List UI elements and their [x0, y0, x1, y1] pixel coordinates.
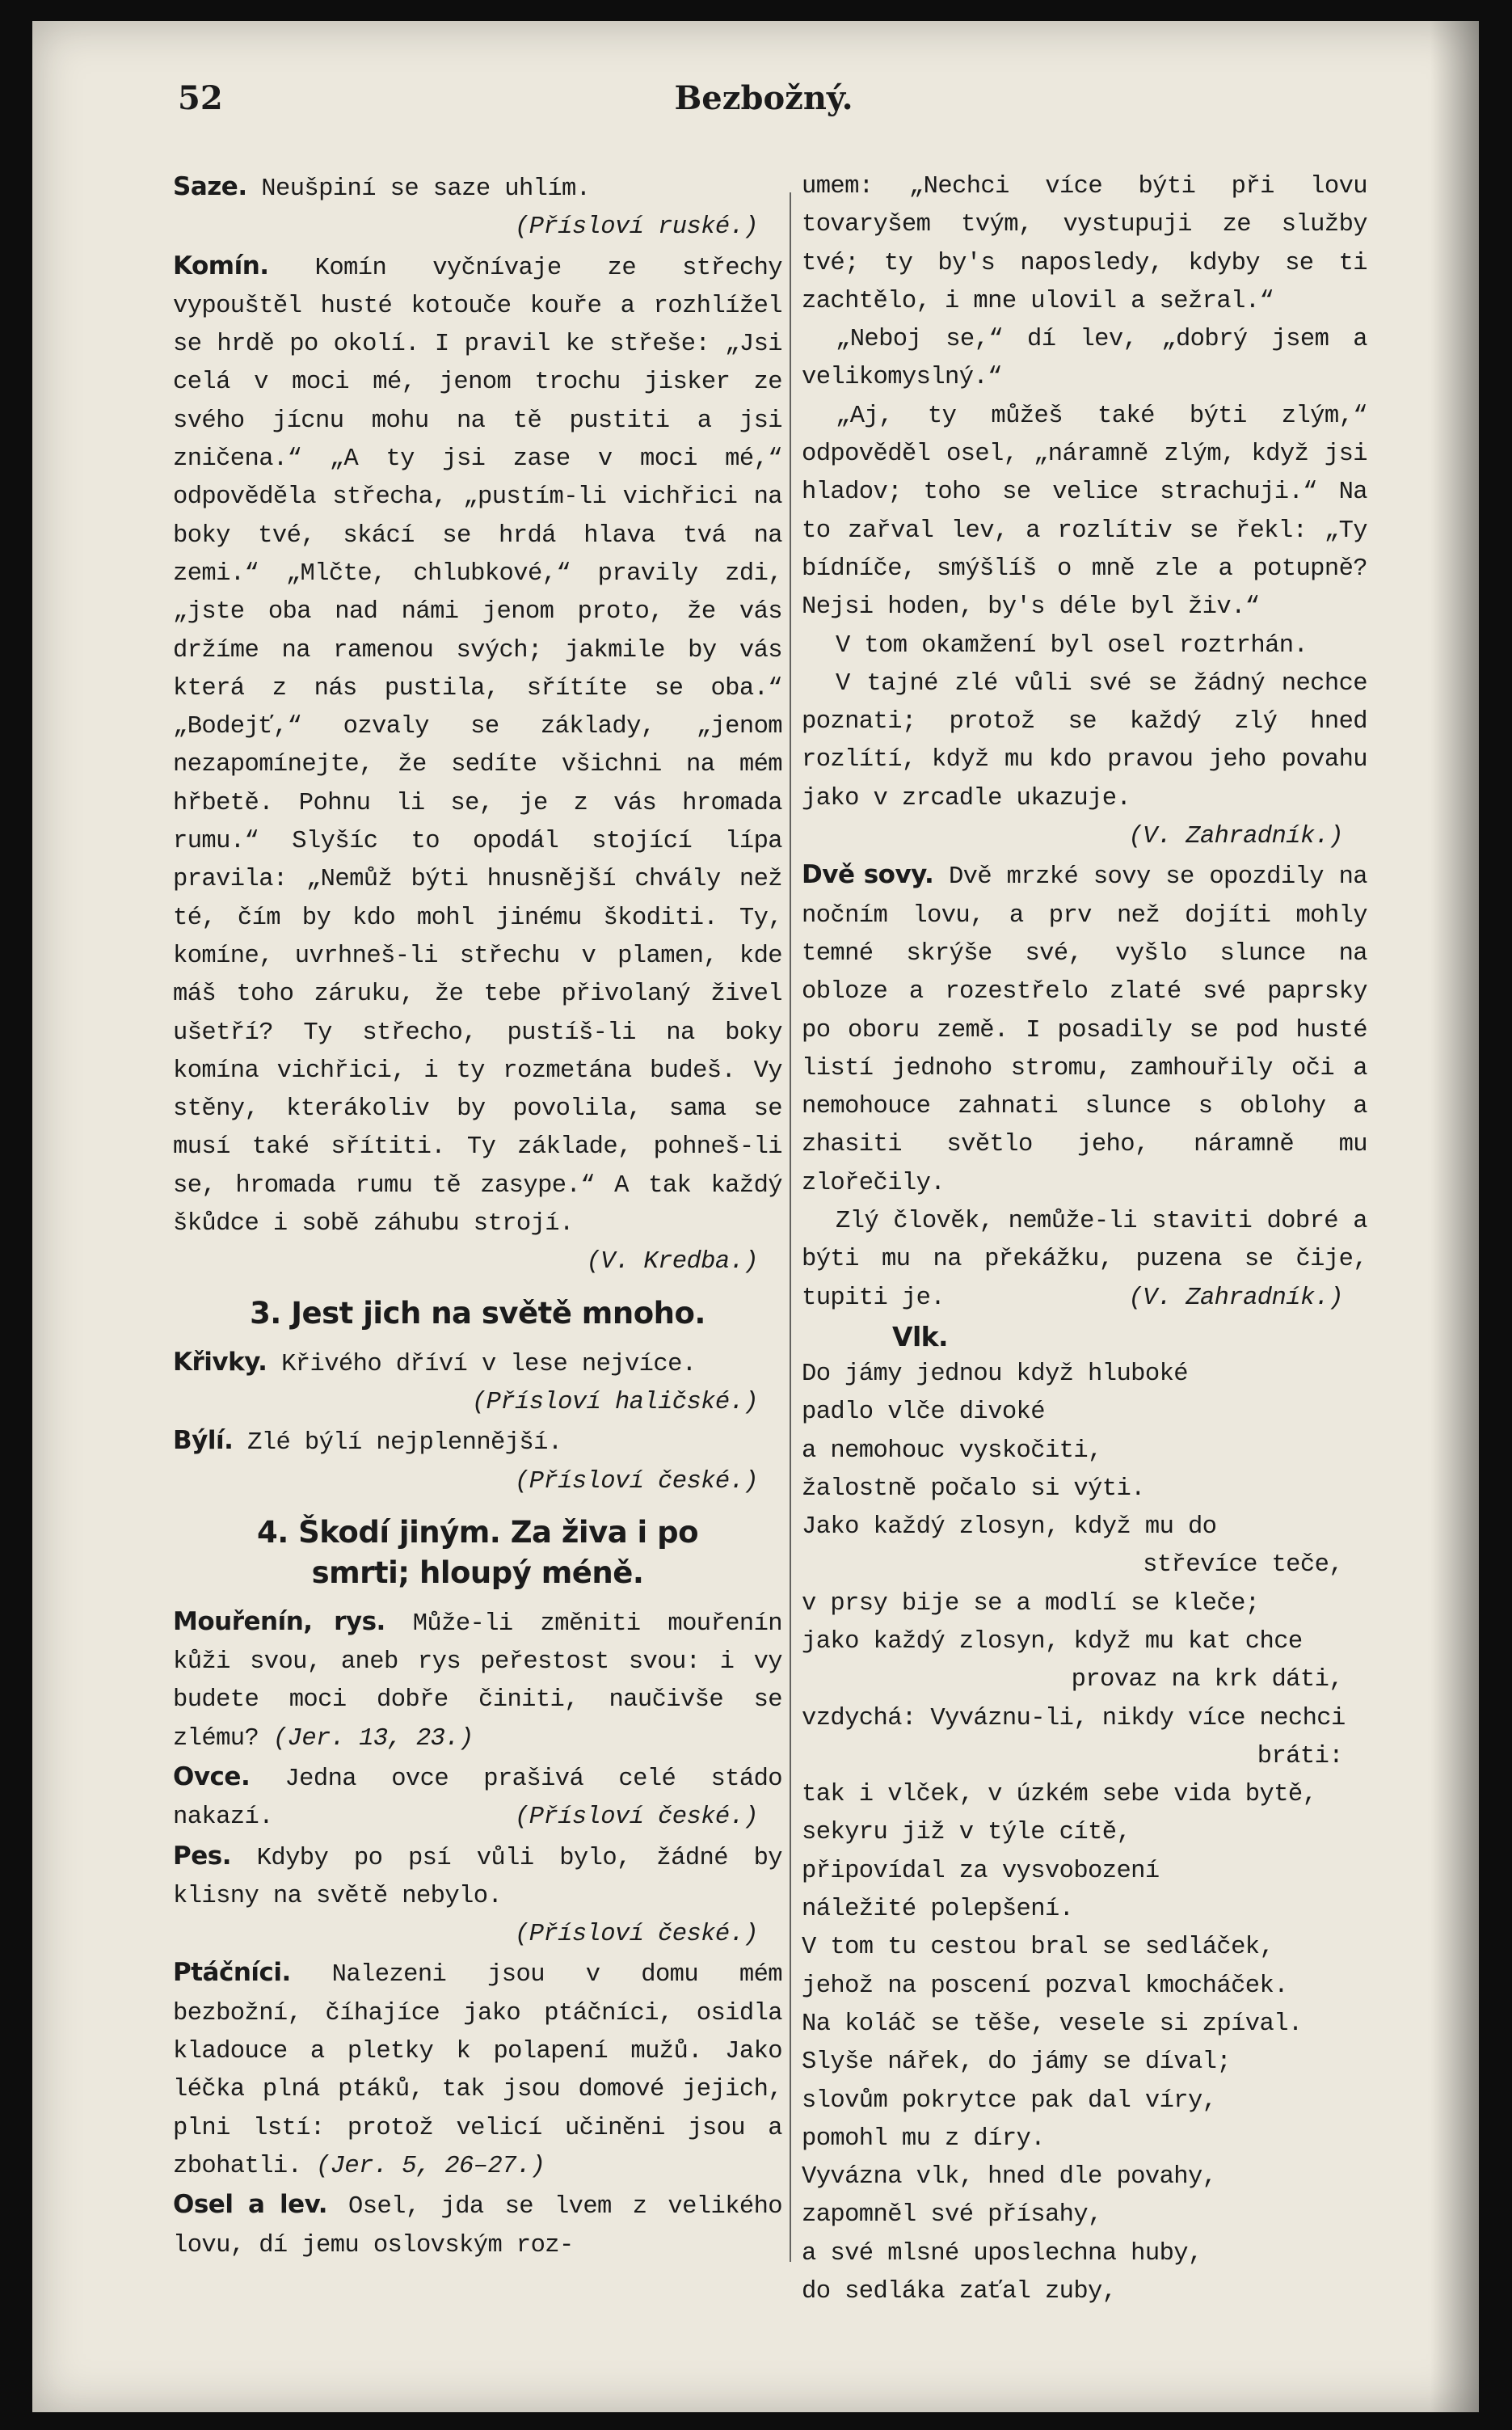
- entry-source: (Jer. 13, 23.): [272, 1724, 474, 1753]
- entry-keyword: Komín.: [173, 251, 269, 281]
- poem-line: Slyše nářek, do jámy se díval;: [802, 2048, 1232, 2077]
- running-head: [178, 79, 1350, 136]
- fable-paragraph: „Neboj se,“ dí lev, „dobrý jsem a velikomyslný.“: [802, 326, 1367, 392]
- poem-line: jako každý zlosyn, když mu kat chce: [802, 1627, 1303, 1656]
- poem-line-continuation: provaz na krk dáti,: [1071, 1666, 1343, 1694]
- poem-line: Jako každý zlosyn, když mu do: [802, 1513, 1217, 1542]
- poem-line: do sedláka zaťal zuby,: [802, 2278, 1117, 2306]
- poem-line: tak i vlček, v úzkém sebe vida bytě,: [802, 1781, 1317, 1809]
- entry-source: (Přísloví ruské.): [515, 213, 758, 242]
- owls-source: (V. Zahradník.): [1128, 1284, 1343, 1312]
- poem-line: vzdychá: Vyváznu-li, nikdy více nechci: [802, 1704, 1346, 1732]
- section-heading-4-line2: smrti; hloupý méně.: [311, 1555, 644, 1590]
- entry-keyword: Saze.: [173, 172, 247, 201]
- entry-keyword: Osel a lev.: [173, 2190, 328, 2220]
- entry-mourenin: [173, 1603, 782, 1758]
- entry-text: Dvě mrzké sovy se opozdily na nočním lovu, a prv než dojíti mohly temné skrýše své, vyšlo slunce na obloze a rozestřelo zlaté své paprsky po oboru země. I posadily se pod husté listí jednoho stromu, zamhouřily oči a nemohouce zahnati slunce s oblohy a zhasiti světlo jeho, náramně mu zlořečily.: [802, 863, 1368, 1197]
- poem-line: jehož na poscení pozval kmocháček.: [802, 1972, 1288, 2000]
- poem-line: a nemohouc vyskočiti,: [802, 1436, 1102, 1465]
- left-column: [173, 168, 782, 2302]
- entry-keyword: Býlí.: [173, 1426, 234, 1456]
- poem-line-continuation: bráti:: [1257, 1742, 1343, 1770]
- entry-text: Nalezeni jsou v domu mém bezbožní, číhajíce jako ptáčníci, osidla kladouce a pletky k polapení mužů. Jako léčka plná ptáků, tak jsou domové jejich, plni lstí: protož velicí učiněni jsou a zbohatli.: [173, 1961, 782, 2180]
- entry-text: Jedna ovce prašivá celé stádo nakazí.: [173, 1765, 782, 1832]
- entry-ovce: [173, 1758, 782, 1837]
- entry-keyword: Pes.: [173, 1841, 231, 1871]
- entry-komin: [173, 247, 782, 1244]
- owls-moral-text: Zlý člověk, nemůže-li staviti dobré a býti mu na překážku, puzena se čije, tupiti je.: [802, 1208, 1367, 1312]
- entry-source: (Jer. 5, 26–27.): [316, 2152, 545, 2180]
- poem-line: připovídal za vysvobození: [802, 1857, 1160, 1885]
- fable-paragraph: „Aj, ty můžeš také býti zlým,“ odpověděl osel, „náramně zlým, když jsi hladov; toho se velice strachuji.“ Na to zařval lev, a rozlítiv se řekl: „Ty bídníče, smýšlíš o mně zle a potupně? Nejsi hoden, by's déle byl živ.“: [802, 402, 1367, 622]
- entry-krivky: [173, 1344, 782, 1384]
- entry-text: Může-li změniti mouřenín kůži svou, aneb rys peřestost svou: i vy budete moci dobře činiti, naučivše se zlému?: [173, 1609, 783, 1753]
- entry-keyword: Mouřenín, rys.: [173, 1606, 385, 1636]
- entry-text: Osel, jda se lvem z velikého lovu, dí jemu oslovským roz-: [173, 2193, 783, 2259]
- entry-keyword: Křivky.: [173, 1347, 267, 1377]
- entry-source: (Přísloví české.): [515, 1921, 758, 1949]
- entry-keyword: Dvě sovy.: [802, 860, 934, 890]
- entry-dve-sovy: [802, 856, 1367, 1203]
- poem-line: Do jámy jednou když hluboké: [802, 1360, 1188, 1388]
- entry-text: Zlé býlí nejplennější.: [247, 1429, 562, 1458]
- entry-saze: [173, 168, 782, 209]
- fable-paragraph: V tom okamžení byl osel roztrhán.: [836, 631, 1308, 660]
- owls-moral: [802, 1203, 1367, 1318]
- section-heading-4-line1: 4. Škodí jiným. Za živa i po: [256, 1514, 699, 1550]
- poem-line: Na koláč se těše, vesele si zpíval.: [802, 2010, 1303, 2038]
- poem-line: V tom tu cestou bral se sedláček,: [802, 1934, 1274, 1962]
- poem-line: zapomněl své přísahy,: [802, 2201, 1102, 2230]
- fable-paragraph: umem: „Nechci více býti při lovu tovaryšem tvým, vystupuji ze služby tvé; ty by's naposledy, kdyby se ti zachtělo, i mne ulovil a sežral.“: [802, 173, 1367, 315]
- page-edge-shadow: [1430, 21, 1479, 2412]
- poem-title: Vlk.: [892, 1320, 948, 1352]
- column-divider: [790, 192, 791, 2262]
- entry-source: (Přísloví české.): [515, 1804, 758, 1832]
- section-heading-3: 3. Jest jich na světě mnoho.: [250, 1295, 705, 1331]
- entry-byli: [173, 1422, 782, 1462]
- entry-keyword: Ptáčníci.: [173, 1958, 291, 1988]
- entry-osel-a-lev: [173, 2186, 782, 2265]
- poem-line: žalostně počalo si výti.: [802, 1474, 1145, 1503]
- poem-line: padlo vlče divoké: [802, 1399, 1045, 1427]
- poem-line: v prsy bije se a modlí se kleče;: [802, 1589, 1260, 1618]
- book-page: [32, 21, 1479, 2412]
- poem-line: Vyvázna vlk, hned dle povahy,: [802, 2163, 1217, 2192]
- poem-line: slovům pokrytce pak dal víry,: [802, 2086, 1217, 2115]
- poem: [802, 1356, 1367, 2311]
- entry-text: Neušpiní se saze uhlím.: [261, 175, 591, 203]
- poem-line: sekyru již v týle cítě,: [802, 1819, 1131, 1847]
- section-heading-4: [173, 1512, 782, 1593]
- fable-source: (V. Zahradník.): [1128, 823, 1343, 851]
- poem-line: náležité polepšení.: [802, 1896, 1074, 1924]
- page-number: 52: [178, 79, 223, 117]
- poem-line-continuation: střevíce teče,: [1143, 1551, 1343, 1580]
- poem-line: a své mlsné uposlechna huby,: [802, 2239, 1202, 2268]
- right-column: [802, 168, 1368, 2306]
- fable-moral: V tajné zlé vůli své se žádný nechce poznati; protož se každý zlý hned rozlítí, když mu kdo pravou jeho povahu jako v zrcadle ukazuje.: [802, 669, 1367, 812]
- entry-source: (V. Kredba.): [586, 1248, 758, 1276]
- entry-pes: [173, 1837, 782, 1917]
- entry-source: (Přísloví české.): [515, 1467, 758, 1496]
- entry-source: (Přísloví haličské.): [471, 1388, 758, 1416]
- poem-line: pomohl mu z díry.: [802, 2124, 1045, 2153]
- entry-text: Komín vyčnívaje ze střechy vypouštěl husté kotouče kouře a rozhlížel se hrdě po okolí. I pravil ke střeše: „Jsi celá v moci mé, jenom trochu jisker ze svého jícnu mohu na tě pustiti a jsi zničena.“ „A ty jsi zase v moci mé,“ odpověděla střecha, „pustím-li vichřici na boky tvé, skácí se hrdá hlava tvá na zemi.“ „Mlčte, chlubkové,“ pravily zdi, „jste oba nad námi jenom proto, že vás držíme na ramenou svých; jakmile by vás která z nás pustila, sřítíte se oba.“ „Bodejť,“ ozvaly se základy, „jenom nezapomínejte, že sedíte všichni na mém hřbetě. Pohnu li se, je z vás hromada rumu.“ Slyšíc to opodál stojící lípa pravila: „Nemůž býti hnusnější chvály než té, čím by kdo mohl jinému škoditi. Ty, komíne, uvrhneš-li střechu v plamen, kde máš toho záruku, že tebe přivolaný živel ušetří? Ty střecho, pustíš-li na boky komína vichřici, i ty rozmetána budeš. Vy stěny, kterákoliv by povolila, sama se musí také sřítiti. Ty základe, pohneš-li se, hromada rumu tě zasype.“ A tak každý škůdce i sobě záhubu strojí.: [173, 254, 783, 1238]
- entry-ptacnici: [173, 1954, 782, 2186]
- entry-text: Křivého dříví v lese nejvíce.: [281, 1350, 697, 1378]
- running-title: Bezbožný.: [674, 79, 853, 117]
- entry-text: Kdyby po psí vůli bylo, žádné by klisny na světě nebylo.: [173, 1844, 783, 1910]
- entry-keyword: Ovce.: [173, 1761, 251, 1791]
